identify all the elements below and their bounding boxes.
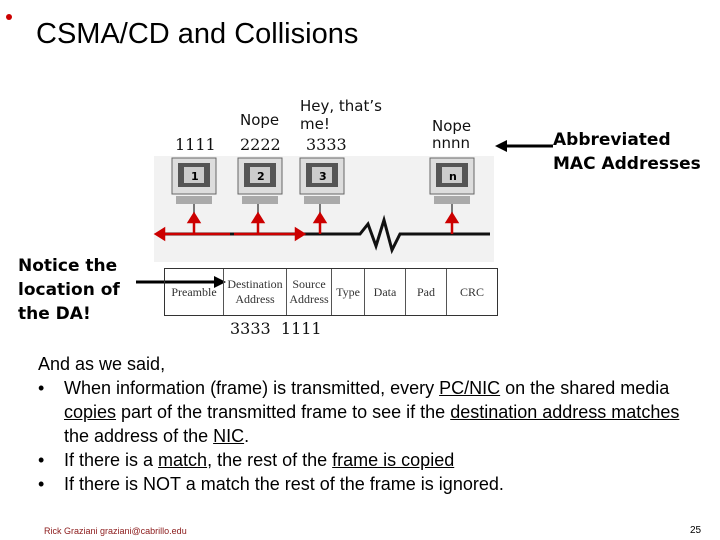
frame-field-preamble: Preamble <box>165 269 224 315</box>
body-text <box>38 352 708 496</box>
frame-field-source-address: Source Address <box>287 269 332 315</box>
notice-da-label: Notice the location of the DA! <box>18 256 120 324</box>
computer-1-label: 1 <box>191 170 199 183</box>
host-n-address: nnnn <box>432 134 471 152</box>
frame-field-data: Data <box>365 269 406 315</box>
host-3-address: 3333 <box>306 135 347 154</box>
host-2-reply: Nope <box>240 111 280 129</box>
bullet-item-2: • If there is a match, the rest of the frame is copied <box>38 450 455 470</box>
bullet-icon: • <box>38 378 45 398</box>
bullet-item-1: • When information (frame) is transmitted, every PC/NIC on the shared media copies part of the transmitted frame to see if the destination address matches the address of the NIC. <box>38 378 680 446</box>
slide-title: CSMA/CD and Collisions <box>36 18 359 50</box>
red-bullet-dot <box>6 14 12 20</box>
computer-3-label: 3 <box>319 170 327 183</box>
arrow-to-mac-label-icon <box>495 138 555 154</box>
host-1-address: 1111 <box>175 135 216 154</box>
computer-n-label: n <box>449 170 457 183</box>
intro-line: And as we said, <box>38 354 166 374</box>
page-number: 25 <box>690 525 702 536</box>
computer-2-label: 2 <box>257 170 265 183</box>
footer-author: Rick Graziani graziani@cabrillo.edu <box>44 526 187 536</box>
frame-address-values: 3333 1111 <box>230 319 322 338</box>
ethernet-frame-diagram <box>164 268 498 316</box>
frame-field-destination-address: Destination Address <box>224 269 287 315</box>
network-diagram <box>150 150 510 270</box>
frame-field-crc: CRC <box>459 284 484 299</box>
bullet-icon: • <box>38 450 45 470</box>
bullet-item-3: • If there is NOT a match the rest of the frame is ignored. <box>38 474 504 494</box>
host-n-reply: Nope <box>432 117 472 135</box>
bullet-icon: • <box>38 474 45 494</box>
abbreviated-mac-label: Abbreviated MAC Addresses <box>553 130 701 174</box>
host-3-reply: Hey, that’s me! <box>300 97 382 133</box>
frame-field-type: Type <box>332 269 365 315</box>
host-2-address: 2222 <box>240 135 281 154</box>
frame-field-pad: Pad <box>406 269 447 315</box>
